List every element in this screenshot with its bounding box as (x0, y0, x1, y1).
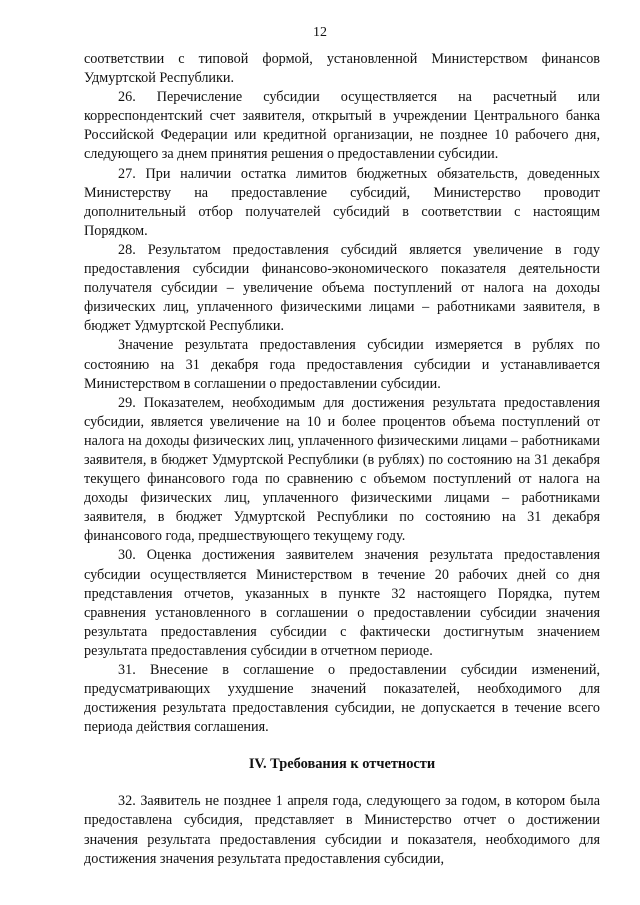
paragraph-28-result-value: Значение результата предоставления субсидии измеряется в рублях по состоянию на 31 декабря года предоставления субсидии и устанавливается Министерством в соглашении о предоставлении субсидии. (84, 337, 600, 392)
paragraph-29: 29. Показателем, необходимым для достижения результата предоставления субсидии, является увеличение на 10 и более процентов объема поступлений от налога на доходы физических лиц, уплаченного физическими лицами – работниками заявителя, в бюджет Удмуртской Республики (в рублях) по состоянию на 31 декабря текущего финансового года по сравнению с объемом поступлений от налога на доходы физических лиц, уплаченного физическими лицами – работниками заявителя, в бюджет Удмуртской Республики по состоянию на 31 декабря финансового года, предшествующего текущему году. (84, 394, 600, 545)
paragraph-27: 27. При наличии остатка лимитов бюджетных обязательств, доведенных Министерству на предоставление субсидий, Министерство проводит дополнительный отбор получателей субсидий в соответствии с настоящим Порядком. (84, 165, 600, 239)
paragraph-31: 31. Внесение в соглашение о предоставлении субсидии изменений, предусматривающих ухудшение значений показателей, необходимого для достижения результата предоставления субсидии, не допускается в течение всего периода действия соглашения. (84, 662, 600, 736)
paragraph-30: 30. Оценка достижения заявителем значения результата предоставления субсидии осуществляется Министерством в течение 20 рабочих дней со дня представления отчетов, указанных в пункте 32 настоящего Порядка, путем сравнения установленного в соглашении о предоставлении субсидии значения результата предоставления субсидии с фактически достигнутым значением результата предоставления субсидии в отчетном периоде. (84, 547, 600, 659)
section-heading-reporting: IV. Требования к отчетности (248, 756, 436, 773)
paragraph-32: 32. Заявитель не позднее 1 апреля года, следующего за годом, в котором была предоставлена субсидия, представляет в Министерство отчет о достижении значения результата предоставления субсидии и показателя, необходимого для достижения значения результата предоставления субсидии, (84, 793, 600, 867)
paragraph-continuation: соответствии с типовой формой, установленной Министерством финансов Удмуртской Республики. (84, 51, 600, 87)
document-body (84, 50, 600, 869)
page-number: 12 (313, 25, 327, 40)
paragraph-28: 28. Результатом предоставления субсидий является увеличение в году предоставления субсидии финансово-экономического показателя деятельности получателя субсидии – увеличение объема поступлений от налога на доходы физических лиц, уплаченного физическими лицами – работниками заявителя, в бюджет Удмуртской Республики. (84, 241, 600, 335)
paragraph-26: 26. Перечисление субсидии осуществляется на расчетный или корреспондентский счет заявителя, открытый в учреждении Центрального банка Российской Федерации или кредитной организации, не позднее 10 рабочего дня, следующего за днем принятия решения о предоставлении субсидии. (84, 89, 600, 163)
